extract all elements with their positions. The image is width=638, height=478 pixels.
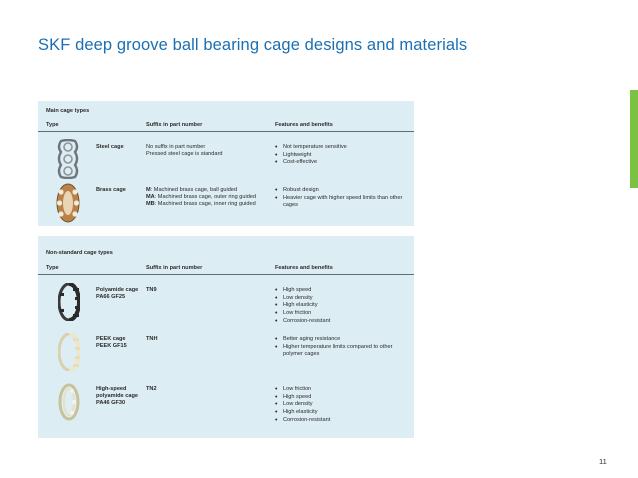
column-header-suffix: Suffix in part number: [146, 265, 203, 271]
section-tab-marker: [630, 90, 638, 188]
row-name: PEEK cage PEEK GF15: [96, 336, 127, 350]
feature-item: • High speed: [275, 394, 330, 402]
main-cage-types-panel: [38, 101, 414, 226]
column-header-type: Type: [46, 122, 59, 128]
feature-item: • Robust design: [275, 187, 405, 195]
row-name: Brass cage: [96, 187, 126, 193]
section-title: Non-standard cage types: [46, 250, 113, 256]
row-suffix: TN2: [146, 386, 157, 392]
page-title: SKF deep groove ball bearing cage designs and materials: [38, 36, 468, 54]
brass-cage-icon: [55, 183, 81, 223]
feature-item: • High elasticity: [275, 302, 330, 310]
row-suffix: M: Machined brass cage, ball guided MA: Machined brass cage, outer ring guided MB: Machined brass cage, inner ring guided: [146, 187, 257, 208]
feature-item: • Better aging resistance: [275, 336, 405, 344]
row-suffix: No suffix in part number Pressed steel cage is standard: [146, 144, 223, 158]
row-features: [275, 187, 405, 210]
non-standard-cage-types-panel: [38, 236, 414, 438]
feature-item: • Low density: [275, 401, 330, 409]
column-header-type: Type: [46, 265, 59, 271]
page-number: 11: [599, 457, 607, 466]
section-title: Main cage types: [46, 108, 90, 114]
feature-item: • Low friction: [275, 386, 330, 394]
row-features: [275, 144, 347, 167]
row-features: [275, 336, 405, 359]
row-suffix: TNH: [146, 336, 158, 342]
row-features: [275, 287, 330, 326]
feature-item: • Lightweight: [275, 152, 347, 160]
column-header-features: Features and benefits: [275, 122, 333, 128]
polyamide-cage-icon: [58, 283, 80, 321]
row-features: [275, 386, 330, 425]
feature-item: • Corrosion-resistant: [275, 417, 330, 425]
feature-item: • Low density: [275, 295, 330, 303]
header-divider: [38, 131, 414, 132]
row-name: Steel cage: [96, 144, 124, 150]
feature-item: • High speed: [275, 287, 330, 295]
feature-item: • Low friction: [275, 310, 330, 318]
feature-item: • Not temperature sensitive: [275, 144, 347, 152]
peek-cage-icon: [58, 333, 80, 371]
high-speed-polyamide-cage-icon: [58, 383, 80, 421]
row-name: High-speed polyamide cage PA46 GF30: [96, 386, 138, 407]
feature-item: • Cost-effective: [275, 159, 347, 167]
column-header-features: Features and benefits: [275, 265, 333, 271]
column-header-suffix: Suffix in part number: [146, 122, 203, 128]
feature-item: • Heavier cage with higher speed limits than other cages: [275, 195, 405, 210]
row-name: Polyamide cage PA66 GF25: [96, 287, 139, 301]
header-divider: [38, 274, 414, 275]
feature-item: • Corrosion-resistant: [275, 318, 330, 326]
feature-item: • High elasticity: [275, 409, 330, 417]
steel-cage-icon: [56, 139, 80, 179]
feature-item: • Higher temperature limits compared to other polymer cages: [275, 344, 405, 359]
row-suffix: TN9: [146, 287, 157, 293]
